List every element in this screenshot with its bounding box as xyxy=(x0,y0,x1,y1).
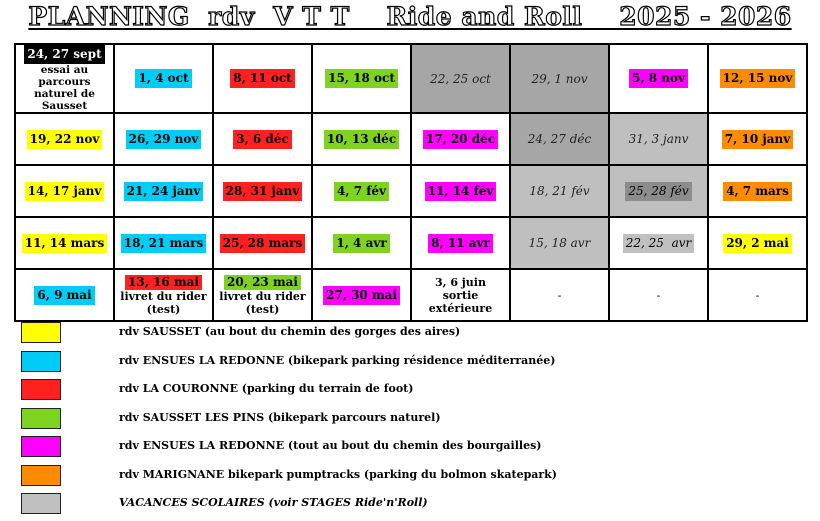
cell-holiday xyxy=(510,44,609,113)
date-badge: 22, 25 avr xyxy=(623,234,694,253)
cell-holiday xyxy=(411,44,510,113)
date-badge: 26, 29 nov xyxy=(126,130,202,149)
date-badge: 17, 20 déc xyxy=(423,130,498,149)
cell xyxy=(114,269,213,321)
date-badge: 27, 30 mai xyxy=(323,286,400,305)
color-swatch xyxy=(21,351,61,372)
cell xyxy=(15,217,114,269)
date-badge: 21, 24 janv xyxy=(124,182,204,201)
cell-holiday xyxy=(510,113,609,165)
date-badge: 5, 8 nov xyxy=(629,69,688,88)
date-text: 24, 27 déc xyxy=(527,132,592,146)
cell-note: essai au parcours naturel de Sausset xyxy=(34,64,95,112)
cell xyxy=(15,269,114,321)
date-badge: 1, 4 avr xyxy=(333,234,389,253)
legend-label: rdv SAUSSET LES PINS (bikepark parcours naturel) xyxy=(119,410,441,424)
date-badge: 13, 16 mai xyxy=(125,275,202,290)
legend-item xyxy=(16,489,576,518)
color-swatch xyxy=(21,465,61,486)
cell xyxy=(312,269,411,321)
cell-note: livret du rider (test) xyxy=(219,289,306,316)
cell-holiday xyxy=(609,113,708,165)
date-badge: 12, 15 nov xyxy=(720,69,796,88)
cell-nov-2 xyxy=(708,44,807,113)
cell-holiday xyxy=(609,217,708,269)
date-badge: 20, 23 mai xyxy=(224,275,301,290)
table-row xyxy=(15,113,807,165)
cell-nov-1 xyxy=(609,44,708,113)
legend xyxy=(16,318,576,518)
cell xyxy=(213,165,312,217)
empty-marker: - xyxy=(755,289,760,302)
cell xyxy=(708,113,807,165)
legend-item xyxy=(16,375,576,404)
date-badge: 24, 27 sept xyxy=(24,45,104,64)
legend-label: rdv ENSUES LA REDONNE (bikepark parking résidence méditerranée) xyxy=(119,353,556,367)
color-swatch xyxy=(21,436,61,457)
cell xyxy=(411,113,510,165)
cell xyxy=(213,113,312,165)
cell xyxy=(312,165,411,217)
cell-note: livret du rider (test) xyxy=(120,289,207,316)
cell-oct-2 xyxy=(213,44,312,113)
date-badge: 14, 17 janv xyxy=(25,182,105,201)
date-badge: 11, 14 fév xyxy=(425,182,497,201)
table-row xyxy=(15,44,807,113)
date-badge: 8, 11 oct xyxy=(230,69,294,88)
date-badge: 11, 14 mars xyxy=(22,234,107,253)
legend-label: rdv LA COURONNE (parking du terrain de foot) xyxy=(119,382,414,395)
cell xyxy=(213,217,312,269)
cell xyxy=(114,165,213,217)
page-title: PLANNING rdv V T T Ride and Roll 2025 - 2026 xyxy=(28,2,792,31)
cell-oct-1 xyxy=(114,44,213,113)
date-badge: 25, 28 mars xyxy=(220,234,305,253)
legend-item xyxy=(16,318,576,347)
cell xyxy=(114,113,213,165)
cell xyxy=(411,269,510,321)
cell xyxy=(15,113,114,165)
cell-oct-3 xyxy=(312,44,411,113)
date-badge: 18, 21 mars xyxy=(121,234,206,253)
cell-note: sortie extérieure xyxy=(428,288,493,315)
date-badge: 28, 31 janv xyxy=(223,182,303,201)
legend-item xyxy=(16,461,576,490)
legend-label: rdv ENSUES LA REDONNE (tout au bout du chemin des bourgailles) xyxy=(119,439,542,452)
legend-label: rdv SAUSSET (au bout du chemin des gorges des aires) xyxy=(119,325,461,338)
table-row xyxy=(15,269,807,321)
date-badge: 1, 4 oct xyxy=(135,69,191,88)
date-badge: 19, 22 nov xyxy=(27,130,103,149)
cell-sept xyxy=(15,44,114,113)
cell xyxy=(213,269,312,321)
cell xyxy=(708,217,807,269)
date-badge: 6, 9 mai xyxy=(34,286,94,305)
cell-holiday xyxy=(510,217,609,269)
date-text: 15, 18 avr xyxy=(528,236,591,250)
color-swatch xyxy=(21,379,61,400)
legend-item xyxy=(16,347,576,376)
cell xyxy=(411,165,510,217)
legend-label: rdv MARIGNANE bikepark pumptracks (parking du bolmon skatepark) xyxy=(119,467,558,481)
cell-empty xyxy=(609,269,708,321)
date-badge: 15, 18 oct xyxy=(325,69,398,88)
color-swatch xyxy=(21,493,61,514)
color-swatch xyxy=(21,322,61,343)
legend-label: VACANCES SCOLAIRES (voir STAGES Ride'n'Roll) xyxy=(119,496,428,509)
date-text: 29, 1 nov xyxy=(531,71,588,86)
legend-item xyxy=(16,432,576,461)
cell xyxy=(411,217,510,269)
legend-item xyxy=(16,404,576,433)
date-badge: 10, 13 déc xyxy=(324,130,399,149)
cell xyxy=(114,217,213,269)
cell-holiday xyxy=(609,165,708,217)
date-badge: 8, 11 avr xyxy=(428,234,493,253)
table-row xyxy=(15,165,807,217)
cell xyxy=(708,165,807,217)
date-badge: 4, 7 mars xyxy=(723,182,792,201)
cell xyxy=(312,217,411,269)
cell-empty xyxy=(708,269,807,321)
date-text: 3, 6 juin xyxy=(435,275,486,289)
table-row xyxy=(15,217,807,269)
date-badge: 4, 7 fév xyxy=(334,182,389,201)
date-badge: 29, 2 mai xyxy=(723,234,792,253)
empty-marker: - xyxy=(557,289,562,302)
date-text: 31, 3 janv xyxy=(628,132,689,146)
cell xyxy=(312,113,411,165)
date-text: 22, 25 oct xyxy=(430,71,491,86)
cell-empty xyxy=(510,269,609,321)
date-badge: 7, 10 janv xyxy=(722,130,793,149)
planning-table xyxy=(14,43,808,322)
cell-holiday xyxy=(510,165,609,217)
color-swatch xyxy=(21,408,61,429)
date-text: 18, 21 fév xyxy=(529,184,590,198)
empty-marker: - xyxy=(656,289,661,302)
date-badge: 25, 28 fév xyxy=(625,182,691,201)
cell xyxy=(15,165,114,217)
date-badge: 3, 6 déc xyxy=(233,130,292,149)
